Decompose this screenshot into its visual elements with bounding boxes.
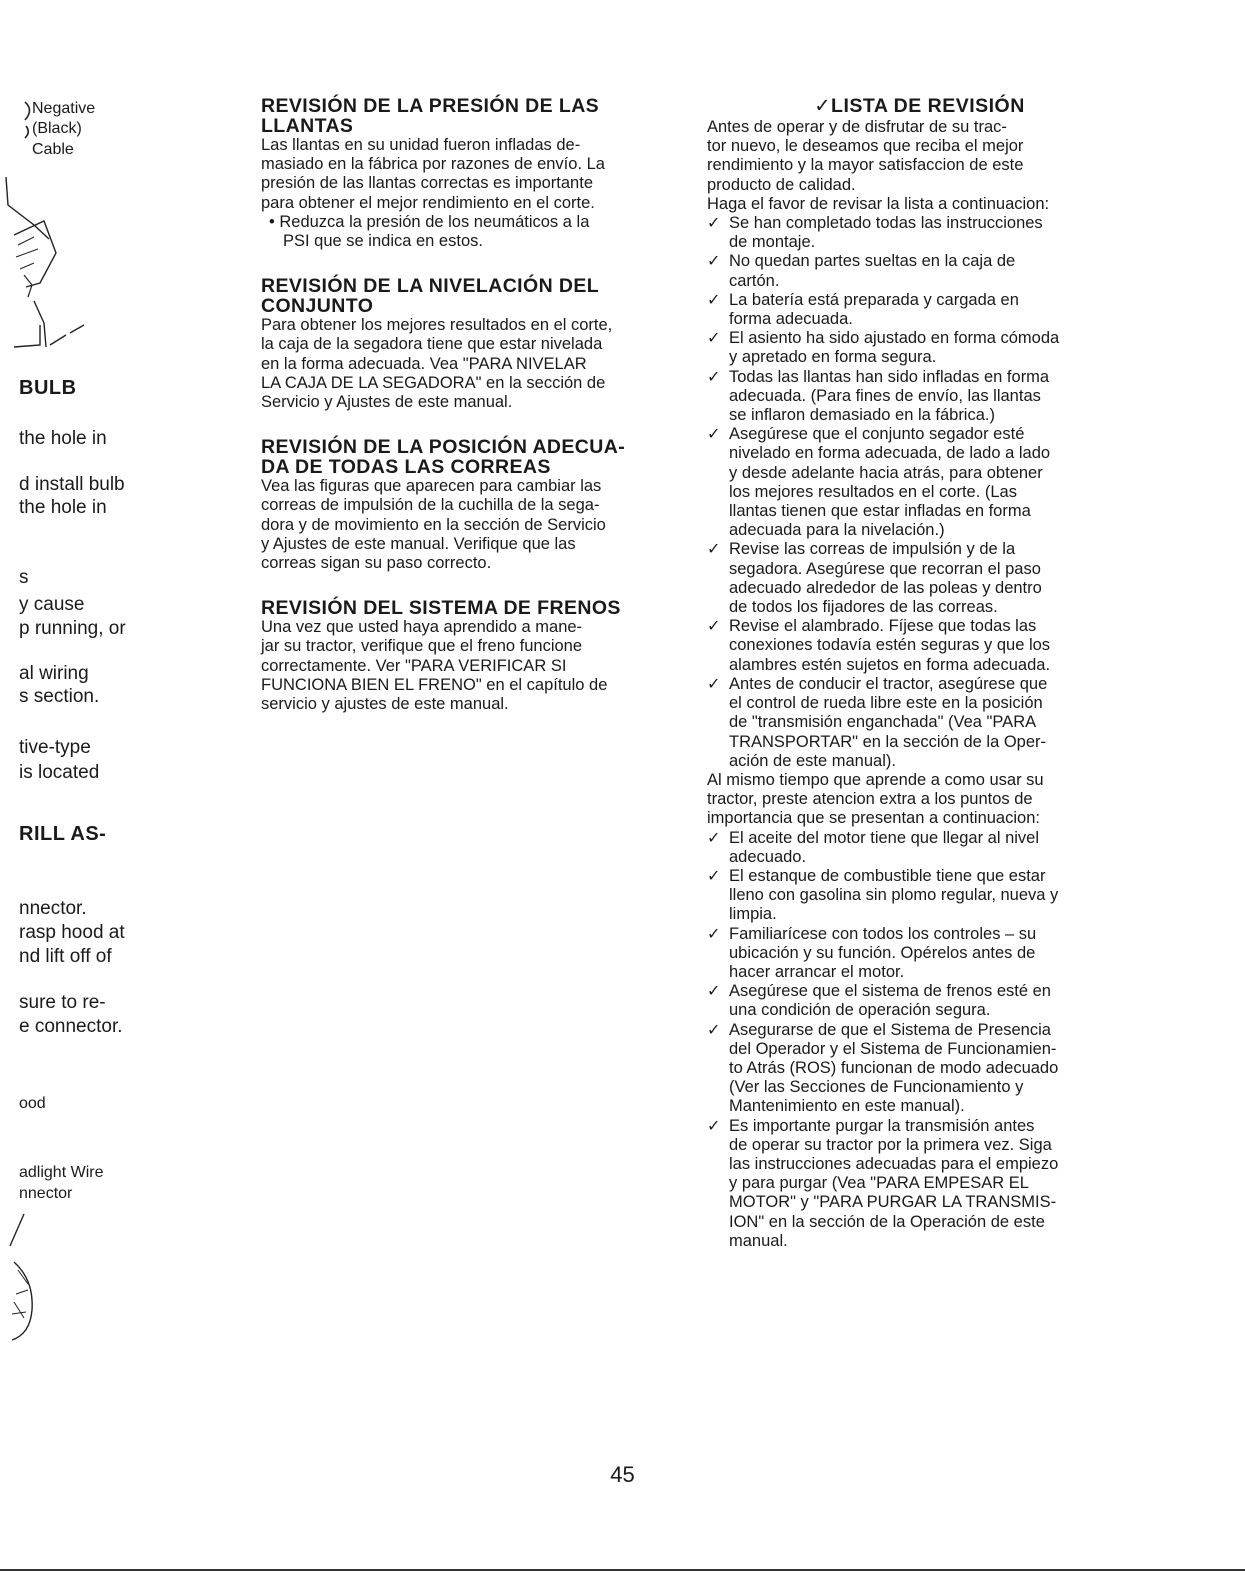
fragment-line: nnector <box>19 1185 73 1202</box>
checklist-item: ✓ La batería está preparada y cargada en forma adecuada. <box>707 290 1019 329</box>
fragment-line: ood <box>19 1095 46 1112</box>
section-brake-system <box>261 598 691 714</box>
checklist-item: ✓ Se han completado todas las instrucciones de montaje. <box>707 214 1043 252</box>
check-mark-icon: ✓ <box>707 675 721 693</box>
fragment-line: tive-type <box>19 737 91 758</box>
fragment-line: nd lift off of <box>19 946 112 967</box>
middle-column <box>261 96 691 739</box>
checklist-item: ✓ Es importante purgar la transmisión antes de operar su tractor por la primera vez. Siga las instrucciones adecuadas para el empiezo y para purgar (Vea "PARA EMPESAR EL MOTOR" y "PARA PURGAR LA TRANSMIS- ION" en la sección de la Operación de este manual. <box>707 1116 1059 1250</box>
right-column <box>707 96 1132 1251</box>
page-number: 45 <box>610 1462 635 1487</box>
fragment-line: nnector. <box>19 898 87 919</box>
check-mark-icon: ✓ <box>707 368 721 386</box>
fragment-line: s section. <box>19 686 100 707</box>
check-mark-icon: ✓ <box>707 983 721 1001</box>
headlight-connector-illustration <box>4 1210 49 1350</box>
check-mark-icon: ✓ <box>707 426 721 444</box>
checklist-item: ✓ Todas las llantas han sido infladas en forma adecuada. (Para fines de envío, las llantas se inflaron demasiado en la fábrica.) <box>707 367 1050 425</box>
section-bullet: • Reduzca la presión de los neumáticos a la PSI que se indica en estos. <box>269 212 590 251</box>
check-mark-icon: ✓ <box>707 215 721 233</box>
section-body: Una vez que usted haya aprendido a mane- jar su tractor, verifique que el freno funcione correctamente. Ver "PARA VERIFICAR SI FUNCIONA BIEN EL FRENO" en el capítulo de servicio y ajustes de este manual. <box>261 618 608 714</box>
section-body: Para obtener los mejores resultados en el corte, la caja de la segadora tiene que estar nivelada en la forma adecuada. Vea "PARA NIVELAR LA CAJA DE LA SEGADORA" en la sección de Servicio y Ajustes de este manual. <box>261 316 613 412</box>
checklist-item: ✓ Antes de conducir el tractor, asegúrese que el control de rueda libre este en la posición de "transmisión enganchada" (Vea "PARA TRANSPORTAR" en la sección de la Oper- ación de este manual). <box>707 674 1048 770</box>
heading-bulb: BULB <box>19 377 77 399</box>
section-body: Las llantas en su unidad fueron infladas de- masiado en la fábrica por razones de envío. La presión de las llantas correctas es importante para obtener el mejor rendimiento en el corte. <box>261 136 605 212</box>
cable-label-line-2: (Black) <box>32 120 82 137</box>
page-bottom-edge <box>0 1569 1245 1571</box>
section-title: REVISIÓN DE LA PRESIÓN DE LAS LLANTAS <box>261 95 600 137</box>
check-mark-icon: ✓ <box>707 291 721 309</box>
fragment-line: adlight Wire <box>19 1164 104 1181</box>
checklist-item: ✓ Asegurarse de que el Sistema de Presencia del Operador y el Sistema de Funcionamien- to Atrás (ROS) funcionan de modo adecuado (Ver las Secciones de Funcionamiento y Mantenimiento en este manual). <box>707 1020 1059 1116</box>
check-mark-icon: ✓ <box>707 1021 721 1039</box>
check-mark-icon: ✓ <box>707 1117 721 1135</box>
fragment-line: rasp hood at <box>19 922 125 943</box>
section-title: REVISIÓN DEL SISTEMA DE FRENOS <box>261 597 621 620</box>
fragment-line: the hole in <box>19 428 107 449</box>
checklist-middle-text: Al mismo tiempo que aprende a como usar su tractor, preste atencion extra a los puntos de importancia que se presentan a continuacion: <box>707 770 1044 828</box>
battery-cable-illustration <box>4 175 99 355</box>
fragment-line: d install bulb <box>19 474 125 495</box>
cable-label-line-1: Negative <box>32 100 96 117</box>
checklist-item: ✓ Revise las correas de impulsión y de la segadora. Asegúrese que recorran el paso adecuado alrededor de las poleas y dentro de todos los fijadores de las correas. <box>707 540 1042 617</box>
check-mark-icon: ✓ <box>707 829 721 847</box>
fragment-line: y cause <box>19 594 85 615</box>
check-mark-icon: ✓ <box>814 95 832 117</box>
fragment-line: sure to re- <box>19 992 106 1013</box>
checklist-item: ✓ El aceite del motor tiene que llegar al nivel adecuado. <box>707 828 1040 866</box>
checklist-title <box>707 96 1132 116</box>
fragment-line: the hole in <box>19 497 107 518</box>
fragment-line: is located <box>19 762 100 783</box>
section-deck-leveling <box>261 276 691 412</box>
section-body: Vea las figuras que aparecen para cambiar las correas de impulsión de la cuchilla de la sega- dora y de movimiento en la sección de Servicio y Ajustes de este manual. Verifique que las correas sigan su paso correcto. <box>261 477 606 573</box>
checklist-before-operating <box>707 214 1132 771</box>
fragment-line: e connector. <box>19 1016 123 1037</box>
section-title: REVISIÓN DE LA NIVELACIÓN DEL CONJUNTO <box>261 275 600 318</box>
heading-grill: RILL AS- <box>19 823 107 845</box>
check-mark-icon: ✓ <box>707 925 721 943</box>
check-mark-icon: ✓ <box>707 330 721 348</box>
checklist-while-learning <box>707 829 1132 1251</box>
checklist-item: ✓ Revise el alambrado. Fíjese que todas las conexiones todavía estén seguras y que los alambres estén sujetos en forma adecuada. <box>707 617 1051 674</box>
checklist-title-text: LISTA DE REVISIÓN <box>831 95 1025 117</box>
section-title: REVISIÓN DE LA POSICIÓN ADECUA- DA DE TODAS LAS CORREAS <box>261 436 626 479</box>
section-tire-pressure <box>261 96 691 251</box>
checklist-item: ✓ Familiarícese con todos los controles – su ubicación y su función. Opérelos antes de hacer arrancar el motor. <box>707 924 1037 981</box>
cable-label-line-3: Cable <box>32 141 74 158</box>
checklist-item: ✓ Asegúrese que el sistema de frenos esté en una condición de operación segura. <box>707 982 1051 1020</box>
check-mark-icon: ✓ <box>707 618 721 636</box>
fragment-line: s <box>19 567 29 588</box>
checklist-intro: Antes de operar y de disfrutar de su trac- tor nuevo, le deseamos que reciba el mejor rendimiento y la mayor satisfaccion de este producto de calidad. <box>707 118 1024 194</box>
check-mark-icon: ✓ <box>707 253 721 271</box>
checklist-item: ✓ El estanque de combustible tiene que estar lleno con gasolina sin plomo regular, nueva y limpia. <box>707 866 1059 924</box>
fragment-line: al wiring <box>19 663 89 684</box>
checklist-item: ✓ No quedan partes sueltas en la caja de cartón. <box>707 252 1016 290</box>
check-mark-icon: ✓ <box>707 541 721 559</box>
checklist-prompt: Haga el favor de revisar la lista a continuacion: <box>707 194 1050 213</box>
check-mark-icon: ✓ <box>707 867 721 885</box>
fragment-line: p running, or <box>19 618 126 639</box>
section-belt-position <box>261 437 691 573</box>
checklist-item: ✓ El asiento ha sido ajustado en forma cómoda y apretado en forma segura. <box>707 329 1060 367</box>
checklist-item: ✓ Asegúrese que el conjunto segador esté nivelado en forma adecuada, de lado a lado y desde adelante hacia atrás, para obtener los mejores resultados en el corte. (Las llantas tienen que estar infladas en forma adecuada para la nivelación.) <box>707 425 1051 540</box>
